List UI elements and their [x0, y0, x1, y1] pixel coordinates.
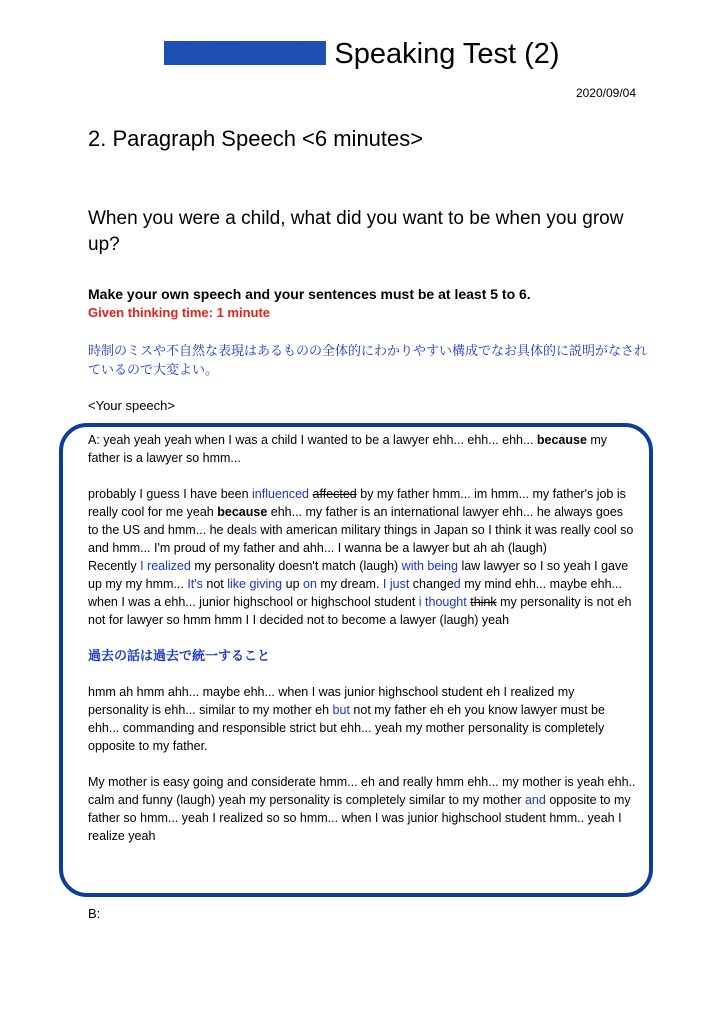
question: When you were a child, what did you want to be when you grow up?	[88, 208, 624, 255]
correction: influenced	[252, 487, 310, 501]
text: by my father hmm... im hmm... my father's job is really cool for me yeah	[88, 487, 626, 519]
teacher-comment: 時制のミスや不自然な表現はあるものの全体的にわかりやすい構成でなお具体的に説明がなされているので大変よい。	[88, 343, 648, 377]
correction: I realized	[140, 559, 191, 573]
emphasis: because	[217, 505, 268, 519]
strikethrough: think	[470, 595, 497, 609]
text: not	[202, 577, 228, 591]
speech-paragraph-2	[88, 485, 636, 557]
your-speech-label: <Your speech>	[88, 398, 175, 413]
strikethrough: affected	[312, 487, 357, 501]
correction: I just	[382, 577, 410, 591]
text: Recently	[88, 559, 141, 573]
text: My mother is easy going and considerate hmm... eh and really hmm ehh... my mother is yeah ehh.. calm and funny (laugh) yeah my personality is completely similar to my mother	[88, 775, 636, 807]
correction: like giving	[227, 577, 283, 591]
correction: s	[250, 523, 257, 537]
text: my personality doesn't match (laugh)	[190, 559, 402, 573]
speech-paragraph-5	[88, 773, 636, 845]
speech-transcript	[88, 431, 636, 845]
thinking-time: Given thinking time: 1 minute	[88, 305, 271, 320]
b-label: B:	[88, 906, 101, 921]
instructions: Make your own speech and your sentences must be at least 5 to 6.	[88, 286, 531, 302]
emphasis: because	[536, 433, 587, 447]
text: probably I guess I have been	[88, 487, 253, 501]
speech-paragraph-4	[88, 683, 636, 755]
correction: It's	[187, 577, 203, 591]
speech-paragraph-1	[88, 431, 636, 467]
date: 2020/09/04	[575, 86, 636, 100]
section-title: 2. Paragraph Speech <6 minutes>	[88, 126, 424, 151]
text: A: yeah yeah yeah when I was a child I wanted to be a lawyer ehh... ehh... ehh...	[88, 433, 537, 447]
text: up	[282, 577, 303, 591]
correction: and	[524, 793, 546, 807]
text: change	[409, 577, 454, 591]
text: with american military things in Japan so I think it was really cool so and hmm... I'm proud of my father and ahh... I wanna be a lawyer but ah ah (laugh)	[88, 523, 634, 555]
correction: d	[453, 577, 461, 591]
text: not my father eh eh you know lawyer must be ehh... commanding and responsible strict but ehh... yeah my mother personality is completely opposite to my father.	[88, 703, 605, 753]
text: my mind ehh... maybe ehh... when I was a ehh... junior highschool or highschool student	[88, 577, 622, 609]
text: law lawyer so I so yeah I gave up my my hmm...	[88, 559, 629, 591]
text: opposite to my father so hmm... yeah I realized so so hmm... when I was junior highschool student hmm.. yeah I realize yeah	[88, 793, 631, 843]
text: hmm ah hmm ahh... maybe ehh... when I was junior highschool student eh I realized my personality is ehh... similar to my mother eh	[88, 685, 575, 717]
text: ehh... my father is an international lawyer ehh... he always goes to the US and hmm... he deal	[88, 505, 624, 537]
correction: on	[303, 577, 317, 591]
teacher-note: 過去の話は過去で統一すること	[88, 648, 271, 663]
redacted-name: Mr. Tomoki	[164, 41, 326, 65]
correction: with being	[401, 559, 458, 573]
title-text: Speaking Test (2)	[334, 38, 560, 70]
correction: but	[332, 703, 350, 717]
text: my father is a lawyer so hmm...	[88, 433, 608, 465]
text: my personality is not eh not for lawyer so hmm hmm I I decided not to become a lawyer (laugh) yeah	[88, 595, 632, 627]
text: my dream.	[316, 577, 383, 591]
speech-paragraph-3	[88, 557, 636, 629]
correction: i thought	[418, 595, 467, 609]
page-title	[0, 38, 724, 71]
